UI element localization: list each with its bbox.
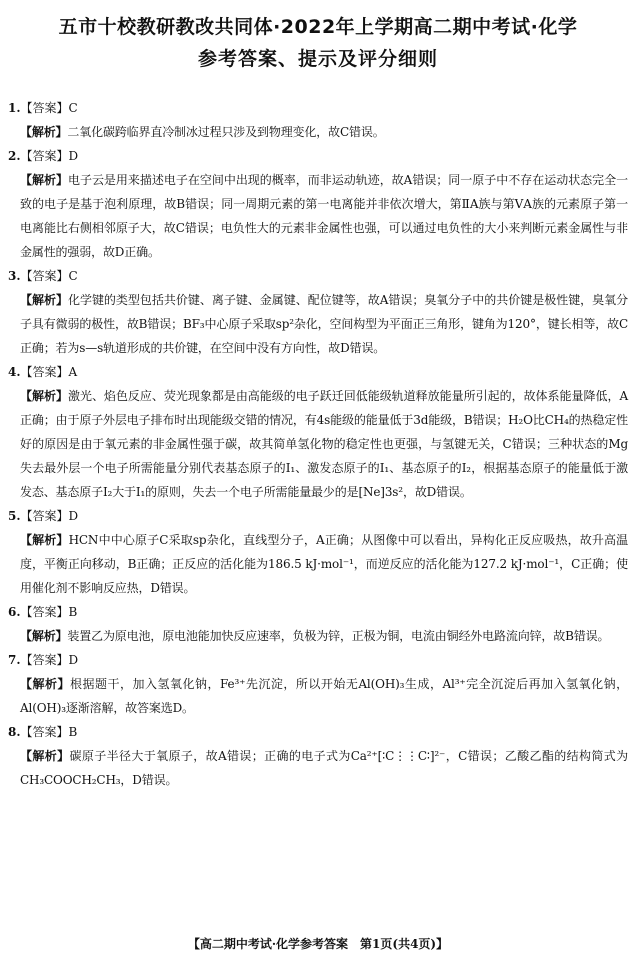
page-title: 五市十校教研教改共同体·2022年上学期高二期中考试·化学 [58, 16, 578, 38]
analysis-text: 化学键的类型包括共价键、离子键、金属键、配位键等，故A错误；臭氧分子中的共价键是极性键，臭氧分子具有微弱的极性，故B错误；BF₃中心原子采取sp²杂化，空间构型为平面正三角形，键角为120°，键长相等，故C正确；若为s—s轨道形成的共价键，在空间中没有方向性，故D错误。 [20, 293, 629, 355]
analysis-paragraph [8, 168, 628, 264]
answers-list [8, 96, 628, 792]
answer-text: 【答案】B [20, 605, 78, 619]
analysis-tag: 【解析】 [20, 629, 68, 643]
answer-text: 【答案】D [20, 653, 79, 667]
question-block [8, 720, 628, 792]
analysis-text: 碳原子半径大于氧原子，故A错误；正确的电子式为Ca²⁺[∶C⋮⋮C∶]²⁻，C错误；乙酸乙酯的结构简式为CH₃COOCH₂CH₃，D错误。 [20, 749, 628, 787]
question-block [8, 360, 628, 504]
analysis-tag: 【解析】 [20, 125, 68, 139]
answer-text: 【答案】C [20, 269, 78, 283]
answer-line [8, 96, 628, 120]
answer-line [8, 504, 628, 528]
analysis-paragraph [8, 120, 628, 144]
analysis-text: 装置乙为原电池，原电池能加快反应速率，负极为锌，正极为铜，电流由铜经外电路流向锌，故B错误。 [67, 629, 610, 643]
question-block [8, 264, 628, 360]
answer-line [8, 648, 628, 672]
page-footer: 【高二期中考试·化学参考答案 第1页(共4页)】 [187, 937, 449, 951]
analysis-text: HCN中中心原子C采取sp杂化，直线型分子，A正确；从图像中可以看出，异构化正反应吸热，故升高温度，平衡正向移动，B正确；正反应的活化能为186.5 kJ·mol⁻¹，而逆反应的活化能为127.2 kJ·mol⁻¹，C正确；使用催化剂不影响反应热，D错误。 [20, 533, 629, 595]
answer-line [8, 720, 628, 744]
analysis-paragraph [8, 288, 628, 360]
answer-line [8, 600, 628, 624]
question-block [8, 504, 628, 600]
question-block [8, 96, 628, 144]
question-number: 2. [8, 149, 21, 163]
answer-text: 【答案】A [20, 365, 78, 379]
analysis-tag: 【解析】 [20, 389, 68, 403]
answer-text: 【答案】D [20, 509, 79, 523]
question-number: 6. [8, 605, 21, 619]
answer-line [8, 144, 628, 168]
question-number: 7. [8, 653, 21, 667]
answer-line [8, 264, 628, 288]
analysis-text: 电子云是用来描述电子在空间中出现的概率，而非运动轨迹，故A错误；同一原子中不存在运动状态完全一致的电子是基于泡利原理，故B错误；同一周期元素的第一电离能并非依次增大，第ⅡA族与第ⅤA族的元素原子第一电离能比右侧相邻原子大，故C错误；电负性大的元素非金属性也强，可以通过电负性的大小来判断元素金属性与非金属性的强弱，故D正确。 [20, 173, 629, 259]
question-number: 8. [8, 725, 21, 739]
analysis-text: 激光、焰色反应、荧光现象都是由高能级的电子跃迁回低能级轨道释放能量所引起的，故体系能量降低，A正确；由于原子外层电子排布时出现能级交错的情况，有4s能级的能量低于3d能级，B错误；H₂O比CH₄的热稳定性好的原因是由于氧元素的非金属性强于碳，故其简单氢化物的稳定性也更强，与氢键无关，C错误；三种状态的Mg失去最外层一个电子所需能量分别代表基态原子的I₁、激发态原子的I₁、基态原子的I₂，根据基态原子的能量低于激发态、基态原子I₂大于I₁的原则，失去一个电子所需能量最少的是[Ne]3s²，故D错误。 [20, 389, 629, 499]
question-number: 3. [8, 269, 21, 283]
analysis-tag: 【解析】 [20, 293, 68, 307]
question-block [8, 144, 628, 264]
answer-text: 【答案】C [20, 101, 78, 115]
answer-line [8, 360, 628, 384]
question-number: 4. [8, 365, 21, 379]
question-block [8, 648, 628, 720]
answer-text: 【答案】B [20, 725, 78, 739]
analysis-paragraph [8, 384, 628, 504]
analysis-paragraph [8, 528, 628, 600]
analysis-text: 二氧化碳跨临界直冷制冰过程只涉及到物理变化，故C错误。 [67, 125, 385, 139]
answer-text: 【答案】D [20, 149, 79, 163]
analysis-paragraph [8, 624, 628, 648]
analysis-tag: 【解析】 [20, 677, 70, 691]
question-number: 1. [8, 101, 21, 115]
analysis-paragraph [8, 672, 628, 720]
analysis-paragraph [8, 744, 628, 792]
question-block [8, 600, 628, 648]
analysis-tag: 【解析】 [20, 173, 68, 187]
page-subtitle: 参考答案、提示及评分细则 [197, 48, 438, 70]
question-number: 5. [8, 509, 21, 523]
analysis-tag: 【解析】 [20, 533, 69, 547]
analysis-tag: 【解析】 [20, 749, 70, 763]
analysis-text: 根据题干，加入氢氧化钠，Fe³⁺先沉淀，所以开始无Al(OH)₃生成，Al³⁺完全沉淀后再加入氢氧化钠，Al(OH)₃逐渐溶解，故答案选D。 [20, 677, 629, 715]
